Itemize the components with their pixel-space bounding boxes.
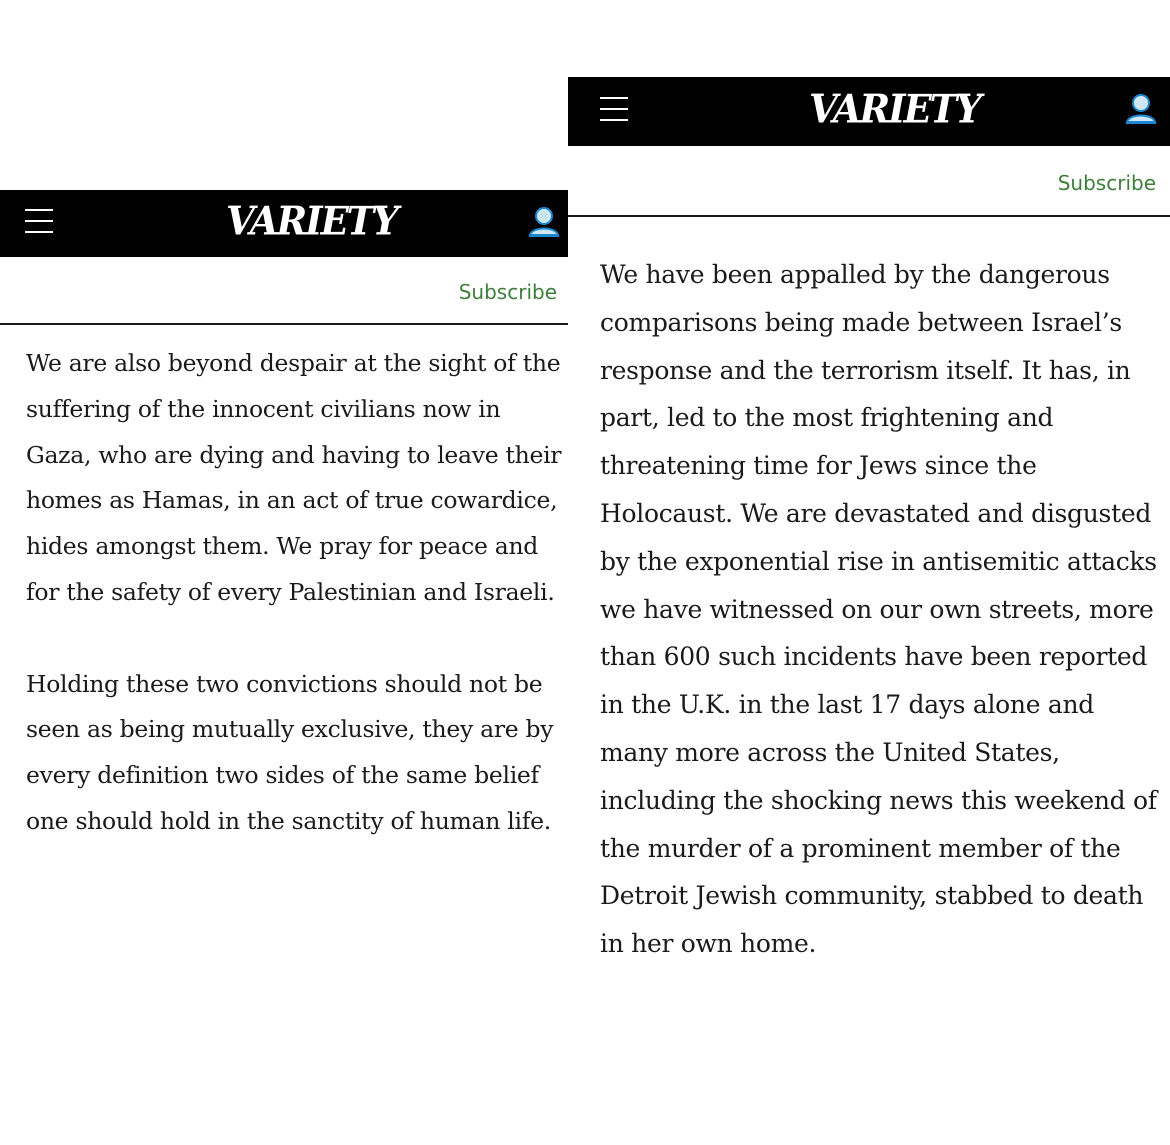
top-navigation-bar (0, 190, 588, 257)
subscribe-link[interactable]: Subscribe (1057, 171, 1156, 195)
variety-logo[interactable]: VARIETY (809, 85, 980, 133)
left-screenshot-panel (0, 190, 588, 940)
article-paragraph: We are also beyond despair at the sight of the suffering of the innocent civilians now in Gaza, who are dying and having to leave their homes as Hamas, in an act of true cowardice, hides amongst them. We pray for peace and for the safety of every Palestinian and Israeli. (26, 349, 562, 606)
article-paragraph: Holding these two convictions should not be seen as being mutually exclusive, they are by every definition two sides of the same belief one should hold in the sanctity of human life. (26, 669, 554, 835)
user-account-icon[interactable] (1124, 93, 1158, 125)
article-body (600, 251, 1162, 968)
variety-logo[interactable]: VARIETY (226, 197, 397, 245)
header-divider (0, 323, 588, 325)
article-body (26, 341, 572, 845)
right-screenshot-panel (568, 77, 1170, 1017)
article-paragraph: We have been appalled by the dangerous comparisons being made between Israel’s response and the terrorism itself. It has, in part, led to the most frightening and threatening time for Jews since the Holocaust. We are devastated and disgusted by the exponential rise in antisemitic attacks we have witnessed on our own streets, more than 600 such incidents have been reported in the U.K. in the last 17 days alone and many more across the United States, including the shocking news this weekend of the murder of a prominent member of the Detroit Jewish community, stabbed to death in her own home. (600, 260, 1157, 959)
hamburger-menu-icon[interactable] (600, 97, 628, 121)
user-account-icon[interactable] (527, 206, 561, 238)
header-divider (568, 215, 1170, 217)
top-navigation-bar (568, 77, 1170, 146)
hamburger-menu-icon[interactable] (25, 209, 53, 233)
subscribe-link[interactable]: Subscribe (458, 280, 557, 304)
